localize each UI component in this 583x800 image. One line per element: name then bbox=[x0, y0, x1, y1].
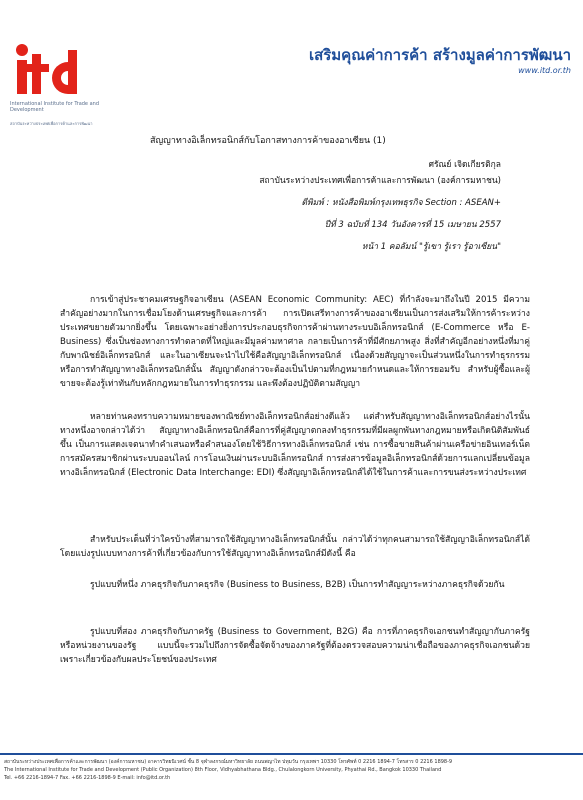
itd-logo bbox=[8, 44, 108, 126]
logo-subtitle-thai: สถาบันระหว่างประเทศเพื่อการค้าและการพัฒนา bbox=[10, 121, 93, 126]
footer-divider bbox=[0, 753, 583, 755]
footer bbox=[4, 758, 579, 782]
paragraph: สำหรับประเด็นที่ว่าใครบ้างที่สามารถใช้สัญญาทางอิเล็กทรอนิกส์นั้น กล่าวได้ว่าทุกคนสามารถใช้สัญญาอิเล็กทรอนิกส์ได้ โดยแบ่งรูปแบบทางการค้าที่เกี่ยวข้องกับการใช้สัญญาทางอิเล็กทรอนิกส์มีดังนี้ คือ bbox=[60, 535, 530, 559]
paragraph: รูปแบบที่สอง ภาคธุรกิจกับภาครัฐ (Business to Government, B2G) คือ การที่ภาคธุรกิจเอกชนทำสัญญากับภาครัฐหรือหน่วยงานของรัฐ แบบนี้จะรวมไปถึงการจัดซื้อจัดจ้างของภาครัฐที่ต้องตรวจสอบความน่าเชื่อถือของภาคธุรกิจเอกชนด้วย เพราะเกี่ยวข้องกับผลประโยชน์ของประเทศ bbox=[60, 627, 530, 665]
author: ศรัณย์ เจิดเกียรติกุล bbox=[428, 160, 501, 170]
affiliation: สถาบันระหว่างประเทศเพื่อการค้าและการพัฒนา (องค์การมหาชน) bbox=[259, 176, 501, 186]
footer-contact: Tel. +66 2216-1894-7 Fax. +66 2216-1898-9 E-mail: info@itd.or.th bbox=[4, 775, 171, 781]
article-title: สัญญาทางอิเล็กทรอนิกส์กับโอกาสทางการค้าของอาเซียน (1) bbox=[150, 136, 386, 146]
paragraph: รูปแบบที่หนึ่ง ภาคธุรกิจกับภาคธุรกิจ (Business to Business, B2B) เป็นการทำสัญญาระหว่างภาคธุรกิจด้วยกัน bbox=[90, 580, 505, 590]
footer-address-english: The International Institute for Trade and Development (Public Organization) 8th Floor, Vidhyabhathana Bldg., Chulalongkorn University, Phyathai Rd., Bangkok 10330 Thailand bbox=[4, 767, 442, 773]
issue: ปีที่ 3 ฉบับที่ 134 วันอังคารที่ 15 เมษายน 2557 bbox=[324, 220, 501, 230]
published-in: ตีพิมพ์ : หนังสือพิมพ์กรุงเทพธุรกิจ Section : ASEAN+ bbox=[301, 198, 501, 208]
website-link[interactable]: www.itd.or.th bbox=[518, 66, 571, 75]
paragraph: การเข้าสู่ประชาคมเศรษฐกิจอาเซียน (ASEAN Economic Community: AEC) ที่กำลังจะมาถึงในปี 2015 มีความสำคัญอย่างมากในการเชื่อมโยงด้านเศรษฐกิจและการค้า การเปิดเสรีทางการค้าของอาเซียนเป็นการส่งเสริมให้การค้าระหว่างประเทศขยายตัวมากยิ่งขึ้น โดยเฉพาะอย่างยิ่งการประกอบธุรกิจการค้าผ่านทางระบบอิเล็กทรอนิกส์ (E-Commerce หรือ E-Business) ซึ่งเป็นช่องทางการทำตลาดที่ใหญ่และมีมูลค่ามหาศาล กลายเป็นการค้าที่มีศักยภาพสูง สิ่งที่สำคัญอีกอย่างหนึ่งที่มาคู่กับพาณิชย์อิเล็กทรอนิกส์ และในอาเซียนจะนำไปใช้คือสัญญาอิเล็กทรอนิกส์ เนื่องด้วยสัญญาจะเป็นส่วนหนึ่งในการทำธุรกรรม หรือการทำสัญญาทางอิเล็กทรอนิกส์นั้น สัญญาดังกล่าวจะต้องเป็นไปตามที่กฎหมายกำหนดและให้การยอมรับ สำหรับผู้ซื้อและผู้ขายจะต้องรู้เท่าทันกับหลักกฎหมายในการทำธุรกรรม และพึงต้องปฏิบัติตามสัญญา bbox=[60, 295, 530, 389]
footer-address-thai: สถาบันระหว่างประเทศเพื่อการค้าและการพัฒนา (องค์การมหาชน) อาคารวิทยนิเวศน์ ชั้น 8 จุฬาลงกรณ์มหาวิทยาลัย ถนนพญาไท ปทุมวัน กรุงเทพฯ 10330 โทรศัพท์ 0 2216 1894-7 โทรสาร 0 2216 1898-9 bbox=[4, 759, 453, 765]
slogan: เสริมคุณค่าการค้า สร้างมูลค่าการพัฒนา bbox=[308, 46, 571, 64]
paragraph: หลายท่านคงทราบความหมายของพาณิชย์ทางอิเล็กทรอนิกส์อย่างดีแล้ว แต่สำหรับสัญญาทางอิเล็กทรอนิกส์อย่างไรนั้น ทางหนึ่งอาจกล่าวได้ว่า สัญญาทางอิเล็กทรอนิกส์คือการที่คู่สัญญาตกลงทำธุรกรรมที่มีผลผูกพันทางกฎหมายหรือเกิดนิติสัมพันธ์ขึ้น เป็นการแสดงเจตนาทำคำเสนอหรือคำสนองโดยใช้วิธีการทางอิเล็กทรอนิกส์ เช่น การซื้อขายสินค้าผ่านเครือข่ายอินเทอร์เน็ต การสมัครสมาชิกผ่านระบบออนไลน์ การโอนเงินผ่านระบบอิเล็กทรอนิกส์ การส่งสารข้อมูลอิเล็กทรอนิกส์ด้วยการแลกเปลี่ยนข้อมูลทางอิเล็กทรอนิกส์ (Electronic Data Interchange: EDI) ซึ่งสัญญาอิเล็กทรอนิกส์ได้ใช้ในการค้าและการขนส่งระหว่างประเทศ bbox=[60, 412, 530, 478]
page-column: หน้า 1 คอลัมน์ "รู้เขา รู้เรา รู้อาเซียน" bbox=[361, 242, 501, 252]
logo-subtitle: International Institute for Trade and Development bbox=[10, 101, 100, 113]
